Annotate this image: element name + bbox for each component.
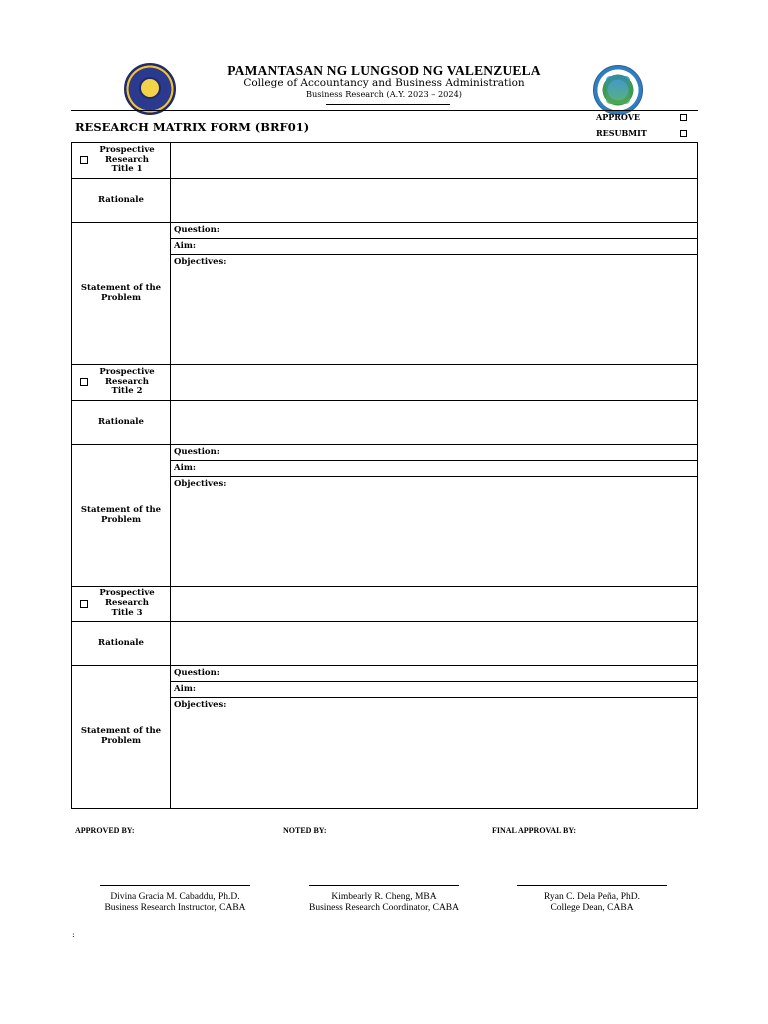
approver-role: Business Research Instructor, CABA — [104, 903, 246, 913]
aim-2-field[interactable] — [171, 461, 697, 477]
signature-line-final[interactable] — [517, 885, 667, 886]
signature-line-approved[interactable] — [100, 885, 250, 886]
title-1-label: Prospective Research Title 1 — [99, 144, 155, 175]
question-1-field[interactable] — [171, 223, 697, 239]
title-1-checkbox[interactable] — [80, 156, 88, 164]
title-3-field[interactable] — [171, 587, 697, 621]
resubmit-checkbox[interactable] — [680, 130, 687, 137]
rationale-row-1 — [72, 179, 697, 223]
header-divider — [71, 110, 698, 111]
title-1-field[interactable] — [171, 143, 697, 178]
problem-row-3 — [72, 666, 697, 808]
objectives-1-label: Objectives: — [174, 257, 227, 267]
question-3-label: Question: — [174, 668, 220, 678]
rationale-2-label: Rationale — [72, 401, 171, 444]
question-3-field[interactable] — [171, 666, 697, 682]
signature-line-noted[interactable] — [309, 885, 459, 886]
title-row-1 — [72, 143, 697, 179]
rationale-row-2 — [72, 401, 697, 445]
subject-line: Business Research (A.Y. 2023 – 2024) — [306, 89, 462, 99]
rationale-2-field[interactable] — [171, 401, 697, 444]
aim-2-label: Aim: — [174, 463, 196, 473]
title-2-checkbox[interactable] — [80, 378, 88, 386]
form-title: RESEARCH MATRIX FORM (BRF01) — [75, 120, 310, 134]
objectives-2-field[interactable] — [171, 477, 697, 586]
title-row-3 — [72, 587, 697, 622]
noter-role: Business Research Coordinator, CABA — [308, 903, 460, 913]
final-approver-name: Ryan C. Dela Peña, PhD. — [544, 892, 640, 902]
university-name: PAMANTASAN NG LUNGSOD NG VALENZUELA — [227, 63, 541, 78]
approver-name: Divina Gracia M. Cabaddu, Ph.D. — [110, 892, 240, 902]
title-3-checkbox[interactable] — [80, 600, 88, 608]
rationale-1-field[interactable] — [171, 179, 697, 222]
objectives-3-label: Objectives: — [174, 700, 227, 710]
resubmit-label: RESUBMIT — [596, 128, 647, 138]
problem-2-label: Statement of the Problem — [72, 445, 171, 586]
objectives-3-field[interactable] — [171, 698, 697, 808]
rationale-row-3 — [72, 622, 697, 666]
approve-label: APPROVE — [596, 112, 641, 122]
question-2-label: Question: — [174, 447, 220, 457]
rationale-3-label: Rationale — [72, 622, 171, 665]
rationale-3-field[interactable] — [171, 622, 697, 665]
problem-3-label: Statement of the Problem — [72, 666, 171, 808]
problem-1-label: Statement of the Problem — [72, 223, 171, 364]
aim-3-field[interactable] — [171, 682, 697, 698]
footer-mark: : — [72, 930, 75, 939]
question-1-label: Question: — [174, 225, 220, 235]
noter-name: Kimbearly R. Cheng, MBA — [331, 892, 437, 902]
noted-by-label: NOTED BY: — [283, 826, 327, 835]
objectives-1-field[interactable] — [171, 255, 697, 364]
research-matrix-table — [71, 142, 698, 809]
title-row-2 — [72, 365, 697, 401]
final-approval-label: FINAL APPROVAL BY: — [492, 826, 577, 835]
objectives-2-label: Objectives: — [174, 479, 227, 489]
title-2-label: Prospective Research Title 2 — [99, 366, 155, 397]
college-name: College of Accountancy and Business Administration — [243, 77, 525, 89]
header-short-divider — [326, 104, 450, 105]
aim-3-label: Aim: — [174, 684, 196, 694]
approve-checkbox[interactable] — [680, 114, 687, 121]
problem-row-1 — [72, 223, 697, 365]
aim-1-label: Aim: — [174, 241, 196, 251]
rationale-1-label: Rationale — [72, 179, 171, 222]
title-2-field[interactable] — [171, 365, 697, 400]
title-3-label: Prospective Research Title 3 — [99, 588, 155, 618]
aim-1-field[interactable] — [171, 239, 697, 255]
problem-row-2 — [72, 445, 697, 587]
approved-by-label: APPROVED BY: — [75, 826, 135, 835]
final-approver-role: College Dean, CABA — [550, 903, 634, 913]
question-2-field[interactable] — [171, 445, 697, 461]
